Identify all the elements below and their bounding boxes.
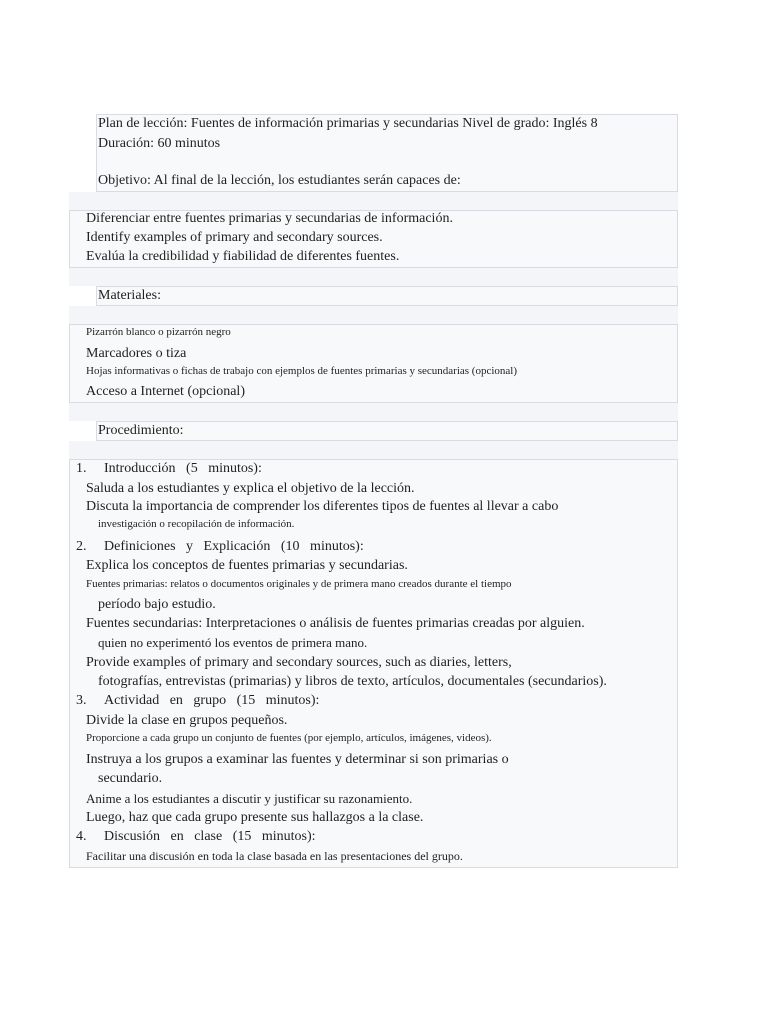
procedure-item: Fuentes secundarias: Interpretaciones o análisis de fuentes primarias creadas por alguien. xyxy=(86,616,585,631)
procedure-item: Luego, haz que cada grupo presente sus hallazgos a la clase. xyxy=(86,810,424,825)
procedure-item-continuation: período bajo estudio. xyxy=(98,597,216,612)
procedure-item: Divide la clase en grupos pequeños. xyxy=(86,713,288,728)
lesson-duration: Duración: 60 minutos xyxy=(98,136,221,151)
materials-heading-box xyxy=(96,286,678,306)
procedure-item-continuation: investigación o recopilación de información. xyxy=(98,518,295,530)
objective-intro: Objetivo: Al final de la lección, los estudiantes serán capaces de: xyxy=(98,173,461,188)
procedure-item: Discuta la importancia de comprender los diferentes tipos de fuentes al llevar a cabo xyxy=(86,499,559,514)
section-heading: 3. Actividad en grupo (15 minutos): xyxy=(76,693,320,708)
procedure-item-continuation: secundario. xyxy=(98,771,163,786)
procedure-item: Instruya a los grupos a examinar las fuentes y determinar si son primarias o xyxy=(86,752,509,767)
procedure-item: Anime a los estudiantes a discutir y justificar su razonamiento. xyxy=(86,791,413,806)
objective-item: Identify examples of primary and secondary sources. xyxy=(86,230,383,245)
objective-item: Evalúa la credibilidad y fiabilidad de diferentes fuentes. xyxy=(86,249,400,264)
materials-heading: Materiales: xyxy=(98,288,161,303)
lesson-title: Plan de lección: Fuentes de información primarias y secundarias Nivel de grado: Inglés 8 xyxy=(98,116,598,131)
separator-strip xyxy=(69,403,678,421)
separator-strip xyxy=(69,192,678,210)
objective-item: Diferenciar entre fuentes primarias y secundarias de información. xyxy=(86,211,453,226)
procedure-item-continuation: quien no experimentó los eventos de primera mano. xyxy=(98,635,368,650)
section-heading: 1. Introducción (5 minutos): xyxy=(76,461,262,476)
separator-strip xyxy=(69,306,678,324)
material-item: Hojas informativas o fichas de trabajo con ejemplos de fuentes primarias y secundarias (opcional) xyxy=(86,365,517,377)
procedure-item-continuation: fotografías, entrevistas (primarias) y libros de texto, artículos, documentales (secundarios). xyxy=(98,674,607,689)
material-item: Acceso a Internet (opcional) xyxy=(86,384,245,399)
separator-strip xyxy=(69,441,678,459)
material-item: Marcadores o tiza xyxy=(86,346,187,361)
material-item: Pizarrón blanco o pizarrón negro xyxy=(86,326,231,338)
procedure-item: Provide examples of primary and secondary sources, such as diaries, letters, xyxy=(86,655,512,670)
procedure-item: Explica los conceptos de fuentes primarias y secundarias. xyxy=(86,558,408,573)
section-heading: 4. Discusión en clase (15 minutos): xyxy=(76,829,316,844)
procedure-item: Proporcione a cada grupo un conjunto de fuentes (por ejemplo, artículos, imágenes, videos). xyxy=(86,732,492,744)
procedure-item: Fuentes primarias: relatos o documentos originales y de primera mano creados durante el tiempo xyxy=(86,578,512,590)
procedure-item: Saluda a los estudiantes y explica el objetivo de la lección. xyxy=(86,481,415,496)
separator-strip xyxy=(69,268,678,286)
section-heading: 2. Definiciones y Explicación (10 minutos): xyxy=(76,539,364,554)
procedure-item: Facilitar una discusión en toda la clase basada en las presentaciones del grupo. xyxy=(86,849,463,863)
procedure-heading: Procedimiento: xyxy=(98,423,184,438)
